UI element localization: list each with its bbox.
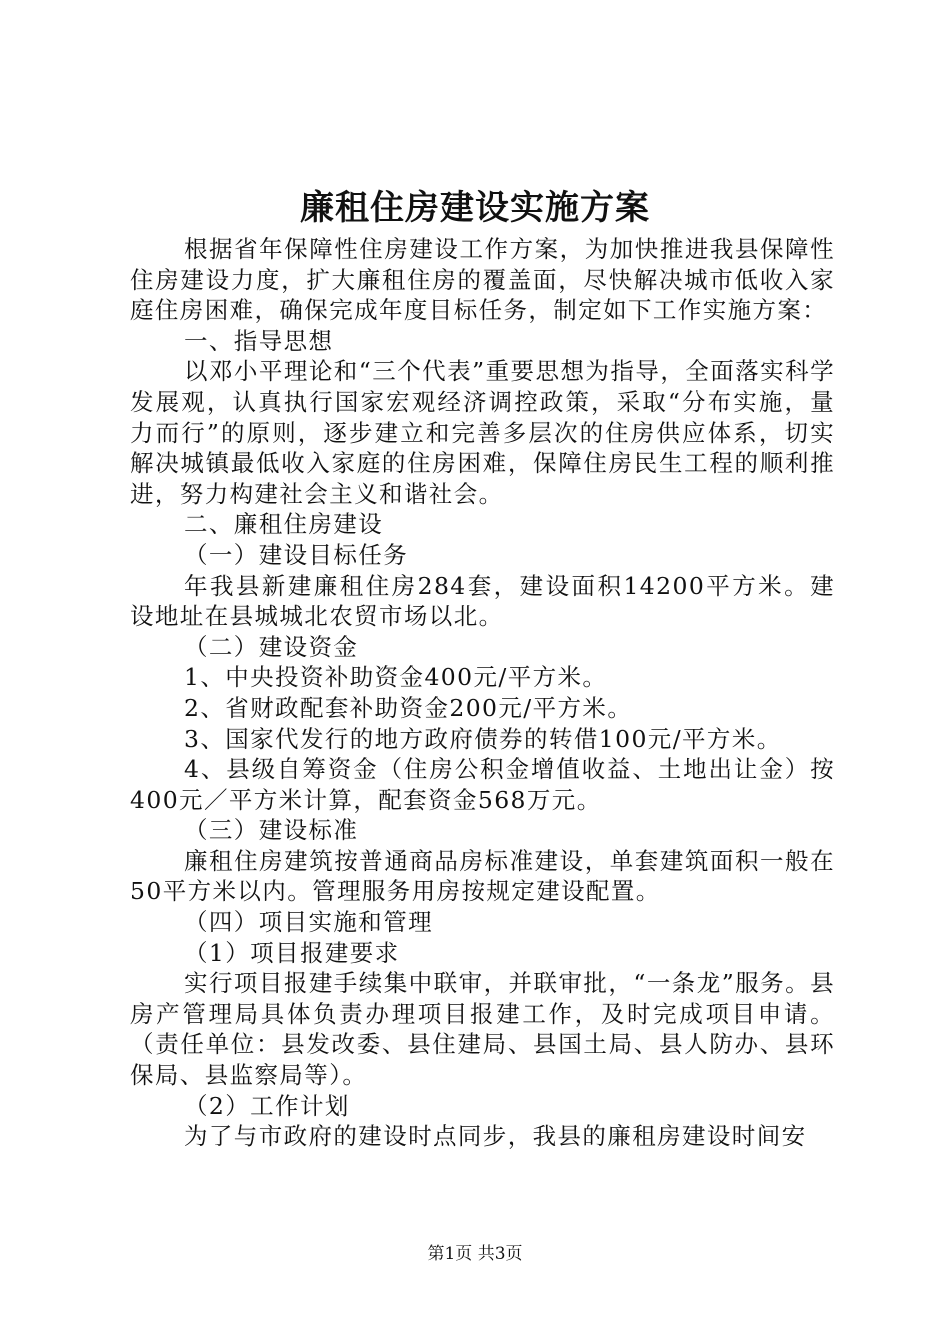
funding-item-3: 3、国家代发行的地方政府债券的转借100元/平方米。: [184, 724, 782, 753]
document-body: [130, 234, 835, 1152]
funding-item-4: 4、县级自筹资金（住房公积金增值收益、土地出让金）按400元／平方米计算，配套资金568万元。: [130, 755, 835, 814]
paragraph-work-plan: 为了与市政府的建设时点同步，我县的廉租房建设时间安: [184, 1122, 807, 1151]
paragraph-intro: 根据省年保障性住房建设工作方案，为加快推进我县保障性住房建设力度，扩大廉租住房的覆盖面，尽快解决城市低收入家庭住房困难，确保完成年度目标任务，制定如下工作实施方案：: [130, 235, 835, 325]
paragraph-standards: 廉租住房建筑按普通商品房标准建设，单套建筑面积一般在50平方米以内。管理服务用房按规定建设配置。: [130, 846, 835, 906]
section-heading-construction: 二、廉租住房建设: [184, 510, 384, 539]
paragraph-guiding-thought: 以邓小平理论和“三个代表”重要思想为指导，全面落实科学发展观，认真执行国家宏观经济调控政策，采取“分布实施，量力而行”的原则，逐步建立和完善多层次的住房供应体系，切实解决城镇最低收入家庭的住房困难，保障住房民生工程的顺利推进，努力构建社会主义和谐社会。: [130, 357, 835, 508]
subheading-approval: （1）项目报建要求: [184, 938, 400, 967]
page-number-footer: 第1页 共3页: [427, 1244, 523, 1264]
subheading-funding: （二）建设资金: [184, 632, 359, 661]
subheading-implementation: （四）项目实施和管理: [184, 908, 433, 937]
subheading-targets: （一）建设目标任务: [184, 540, 409, 569]
paragraph-approval: 实行项目报建手续集中联审，并联审批，“一条龙”服务。县房产管理局具体负责办理项目报建工作，及时完成项目申请。（责任单位：县发改委、县住建局、县国土局、县人防办、县环保局、县监察局等）。: [130, 969, 835, 1090]
section-heading-guiding-thought: 一、指导思想: [184, 326, 334, 355]
subheading-standards: （三）建设标准: [184, 816, 359, 845]
document-title: 廉租住房建设实施方案: [300, 188, 650, 228]
funding-item-2: 2、省财政配套补助资金200元/平方米。: [184, 693, 633, 722]
paragraph-targets: 年我县新建廉租住房284套，建设面积14200平方米。建设地址在县城城北农贸市场以北。: [130, 571, 835, 631]
funding-item-1: 1、中央投资补助资金400元/平方米。: [184, 663, 608, 692]
subheading-work-plan: （2）工作计划: [184, 1091, 350, 1120]
